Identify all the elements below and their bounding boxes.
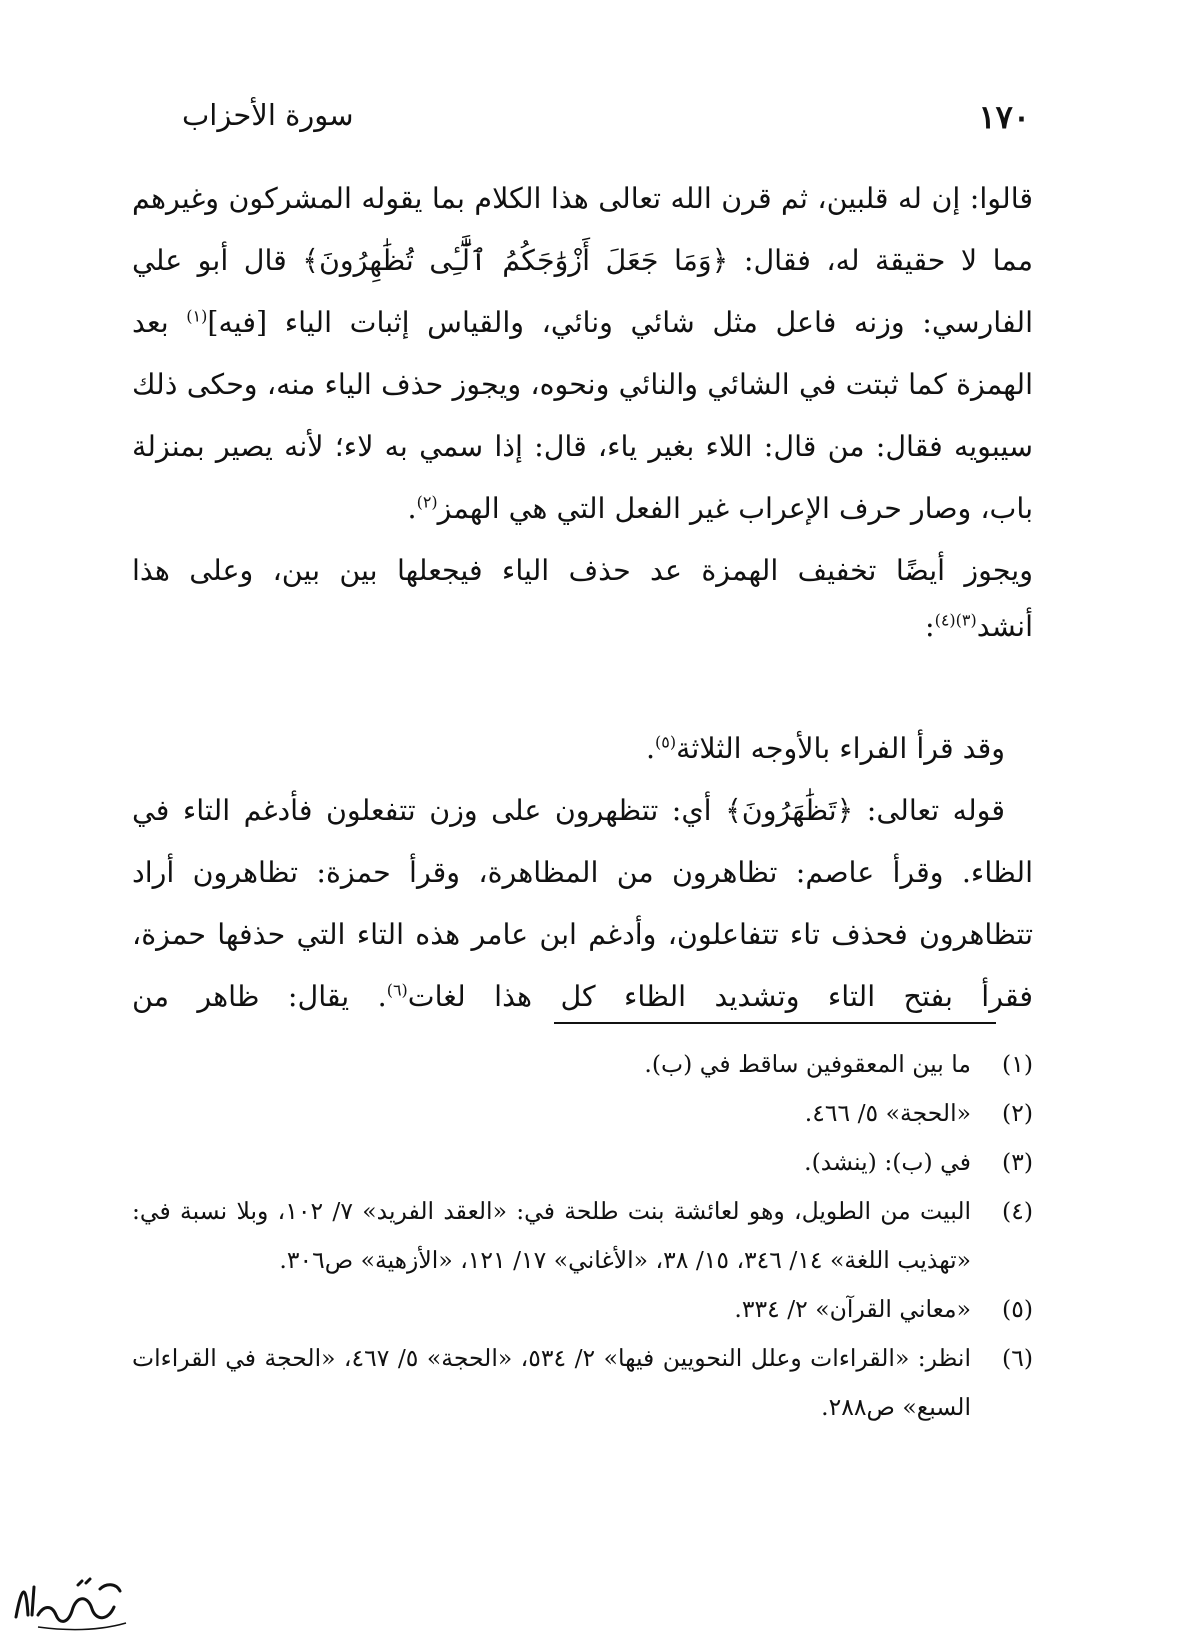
paragraph-1	[132, 168, 1033, 540]
footnote-number: (٢)	[1002, 1099, 1033, 1127]
footnote-ref-6[interactable]: (٦)	[386, 980, 408, 1000]
footnote-text: انظر: «القراءات وعلل النحويين فيها» ٢/ ٥٣٤، «الحجة» ٥/ ٤٦٧، «الحجة في القراءات السبع» ص٢٨٨.	[132, 1344, 971, 1421]
paragraph-1-part-1: قالوا: إن له قلبين، ثم قرن الله تعالى هذا الكلام بما يقوله المشركون وغيرهم مما لا حقيقة له، فقال:	[132, 182, 1034, 277]
footnote-1	[132, 1040, 1033, 1089]
footnote-4	[132, 1187, 1033, 1285]
footnote-divider	[554, 1022, 996, 1024]
logo-underline	[38, 1623, 126, 1630]
logo-stroke	[16, 1579, 120, 1621]
paragraph-3-end: .	[645, 732, 656, 765]
paragraph-2-tail-text: أنشد	[976, 610, 1033, 643]
paragraph-4-part-2: أي: تتظهرون على وزن تتفعلون فأدغم التاء في الظاء. وقرأ عاصم: تظاهرون من المظاهرة، وقرأ حمزة: تظاهرون أراد تتظاهرون فحذف تاء تتفاعلون، وأدغم ابن عامر هذه التاء التي حذفها حمزة، فقرأ بفتح التاء وتشديد الظاء كل هذا لغات	[132, 794, 1033, 1013]
paragraph-2-tail-end: :	[924, 610, 935, 643]
footnote-text: في (ب): (ينشد).	[804, 1148, 971, 1176]
paragraph-4-part-1: قوله تعالى:	[853, 794, 1005, 827]
running-head	[182, 96, 1030, 146]
footnote-6	[132, 1334, 1033, 1432]
footnotes	[132, 1040, 1033, 1432]
footnote-number: (٣)	[1002, 1148, 1033, 1176]
quran-quote-1: ﴿وَمَا جَعَلَ أَزْوَٰجَكُمُ ٱلَّٰٓـِٔى تُظَٰهِرُونَ﴾	[302, 244, 729, 277]
paragraph-2-text: ويجوز أيضًا تخفيف الهمزة عد حذف الياء فيجعلها بين بين، وعلى هذا	[132, 554, 1033, 587]
footnote-text: ما بين المعقوفين ساقط في (ب).	[644, 1050, 971, 1078]
footnote-text: «الحجة» ٥/ ٤٦٦.	[804, 1099, 971, 1127]
page-number: ١٧٠	[978, 98, 1030, 136]
paragraph-3	[132, 718, 1033, 780]
paragraph-1-part-2: قال أبو علي الفارسي: وزنه فاعل مثل شائي ونائي، والقياس إثبات الياء [فيه]	[132, 244, 1034, 339]
calligraphy-logo	[8, 1565, 133, 1635]
main-text	[132, 168, 1033, 1028]
poetry-verse	[132, 658, 1033, 718]
footnote-ref-1[interactable]: (١)	[186, 306, 208, 326]
paragraph-2-tail	[132, 596, 1033, 658]
paragraph-4-part-3: . يقال: ظاهر من	[132, 980, 387, 1013]
footnote-number: (٥)	[1002, 1295, 1033, 1323]
paragraph-2	[132, 540, 1033, 602]
footnote-2	[132, 1089, 1033, 1138]
paragraph-1-part-4: .	[407, 492, 417, 525]
footnote-ref-2[interactable]: (٢)	[416, 492, 438, 512]
footnote-3	[132, 1138, 1033, 1187]
footnote-text: «معاني القرآن» ٢/ ٣٣٤.	[734, 1295, 971, 1323]
footnote-ref-3[interactable]: (٣)	[955, 610, 977, 630]
paragraph-1-part-3: بعد الهمزة كما ثبتت في الشائي والنائي ونحوه، ويجوز حذف الياء منه، وحكى ذلك سيبويه فقال: من قال: اللاء بغير ياء، قال: إذا سمي به لاء؛ لأنه يصير بمنزلة باب، وصار حرف الإعراب غير الفعل التي هي الهمز	[132, 306, 1033, 525]
paragraph-3-text: وقد قرأ الفراء بالأوجه الثلاثة	[676, 732, 1005, 765]
footnote-number: (٤)	[1002, 1197, 1033, 1225]
footnote-5	[132, 1285, 1033, 1334]
footnote-ref-4[interactable]: (٤)	[934, 610, 956, 630]
footnote-number: (١)	[1002, 1050, 1033, 1078]
paragraph-4	[132, 780, 1033, 1028]
footnote-text: البيت من الطويل، وهو لعائشة بنت طلحة في: «العقد الفريد» ٧/ ١٠٢، وبلا نسبة في: «تهذيب اللغة» ١٤/ ٣٤٦، ١٥/ ٣٨، «الأغاني» ١٧/ ١٢١، «الأزهية» ص٣٠٦.	[132, 1197, 972, 1274]
surah-title: سورة الأحزاب	[182, 98, 354, 132]
footnote-ref-5[interactable]: (٥)	[655, 732, 677, 752]
footnote-number: (٦)	[1002, 1344, 1033, 1372]
quran-quote-2: ﴿تَظَٰهَرُونَ﴾	[725, 794, 854, 827]
